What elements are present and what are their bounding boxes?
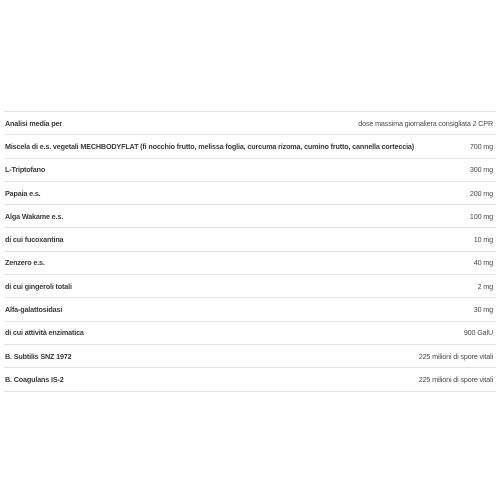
table-row <box>4 322 496 345</box>
ingredient-name: Papaia e.s. <box>5 188 41 198</box>
ingredient-amount: 100 mg <box>469 211 493 221</box>
ingredient-amount: 200 mg <box>469 188 493 198</box>
ingredient-name: di cui attività enzimatica <box>5 328 84 338</box>
ingredient-name: B. Subtilis SNZ 1972 <box>5 351 72 361</box>
table-row <box>4 159 496 182</box>
table-row <box>4 228 496 251</box>
table-row <box>4 345 496 368</box>
table-row <box>4 135 496 158</box>
ingredient-amount: 900 GalU <box>463 328 493 338</box>
ingredient-name: di cui gingeroli totali <box>5 281 72 291</box>
ingredient-amount: 40 mg <box>473 258 493 268</box>
table-row <box>4 368 496 391</box>
table-header-row <box>4 112 496 135</box>
ingredient-amount: 30 mg <box>473 305 493 315</box>
ingredient-name: di cui fucoxantina <box>5 235 64 245</box>
ingredient-name: L-Triptofano <box>5 165 46 175</box>
table-row <box>4 298 496 321</box>
header-value: dose massima giornaliera consigliata 2 CPR <box>358 118 493 128</box>
ingredient-amount: 10 mg <box>473 235 493 245</box>
nutrition-facts-table <box>4 111 496 392</box>
ingredient-name: Zenzero e.s. <box>5 258 45 268</box>
ingredient-amount: 300 mg <box>469 165 493 175</box>
ingredient-amount: 700 mg <box>469 141 493 151</box>
ingredient-name: Alga Wakame e.s. <box>5 211 64 221</box>
ingredient-name: Alfa-galattosidasi <box>5 305 63 315</box>
ingredient-amount: 225 milioni di spore vitali <box>418 374 493 384</box>
ingredient-name: B. Coagulans IS-2 <box>5 374 64 384</box>
ingredient-amount: 2 mg <box>477 281 493 291</box>
table-row <box>4 252 496 275</box>
table-row <box>4 275 496 298</box>
ingredient-amount: 225 milioni di spore vitali <box>418 351 493 361</box>
table-row <box>4 182 496 205</box>
header-label: Analisi media per <box>5 118 62 128</box>
table-row <box>4 205 496 228</box>
ingredient-name: Miscela di e.s. vegetali MECHBODYFLAT (fi nocchio frutto, melissa foglia, curcuma rizoma, cumino frutto, cannella corteccia) <box>5 141 415 151</box>
